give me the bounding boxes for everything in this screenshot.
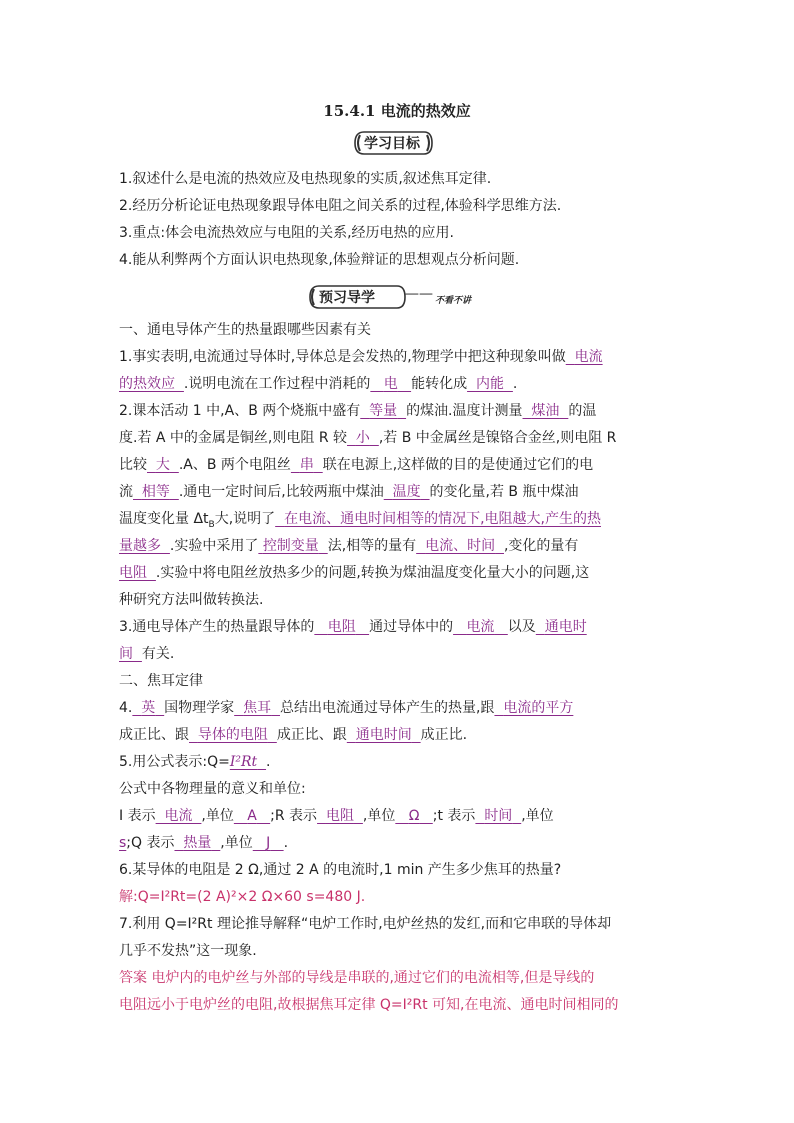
q6-question: 6.某导体的电阻是 2 Ω,通过 2 A 的电流时,1 min 产生多少焦耳的热量? — [119, 862, 562, 878]
goal-1: 1.叙述什么是电流的热效应及电热现象的实质,叙述焦耳定律. — [119, 171, 492, 187]
q2-line-4 — [119, 482, 679, 502]
q4-answer-4: 导体的电阻 — [197, 727, 268, 743]
q3-line-2 — [119, 644, 679, 664]
goal-2: 2.经历分析论证电热现象跟导体电阻之间关系的过程,体验科学思维方法. — [119, 198, 562, 214]
q4-text-d: 成正比、跟 — [119, 727, 189, 743]
q3-answer-3a: 通电时 — [544, 619, 587, 635]
q1-text-b: .说明电流在工作过程中消耗的 — [183, 376, 371, 392]
q3-text-a: 3.通电导体产生的热量跟导体的 — [119, 619, 315, 635]
q2-line-8: 种研究方法叫做转换法. — [119, 592, 264, 608]
q7-line-2: 几乎不发热”这一现象. — [119, 943, 257, 959]
q5-text-d5: ;t 表示 — [432, 808, 476, 824]
q2-text-3c: 联在电源上,这样做的目的是使通过它们的电 — [322, 457, 594, 473]
q2-text-4c: 的变化量,若 B 瓶中煤油 — [429, 484, 579, 500]
q2-text-7a: .实验中将电阻丝放热多少的问题,转换为煤油温度变化量大小的问题,这 — [155, 565, 590, 581]
q2-answer-2: 煤油 — [531, 403, 560, 419]
q5-text-d2: ,单位 — [201, 808, 234, 824]
q2-text-5a: 温度变化量 Δt — [119, 511, 209, 527]
q1-answer-1b: 的热效应 — [119, 376, 175, 392]
q3-text-c: 以及 — [507, 619, 536, 635]
badge-preview-label: 预习导学 — [319, 290, 375, 306]
q4-line-1 — [119, 698, 679, 718]
q1-line-1 — [119, 347, 679, 367]
q3-line-1 — [119, 617, 679, 637]
q5-line-2: 公式中各物理量的意义和单位: — [119, 781, 306, 797]
q2-subscript: B — [208, 519, 215, 530]
q4-answer-1: 英 — [141, 700, 156, 716]
q4-text-e: 成正比、跟 — [276, 727, 347, 743]
q6-solution: 解:Q=I²Rt=(2 A)²×2 Ω×60 s=480 J. — [119, 889, 366, 905]
q5-answer-8: J — [266, 835, 271, 851]
q1-text-c: 能转化成 — [411, 376, 468, 392]
q7-answer-line-2: 电阻远小于电炉丝的电阻,故根据焦耳定律 Q=I²Rt 可知,在电流、通电时间相同的 — [119, 997, 619, 1013]
q1-text-d: . — [512, 376, 518, 392]
q5-answer-7: 热量 — [183, 835, 212, 851]
q3-answer-3b: 间 — [119, 646, 133, 662]
q5-text-d1: I 表示 — [119, 808, 156, 824]
goal-4: 4.能从利弊两个方面认识电热现象,体验辩证的思想观点分析问题. — [119, 252, 520, 268]
q5-text-d3: ;R 表示 — [270, 808, 318, 824]
q5-line-3 — [119, 806, 679, 826]
q1-answer-3: 内能 — [475, 376, 504, 392]
q5-text-d9: . — [283, 835, 289, 851]
q2-text-5b: 大,说明了 — [214, 511, 276, 527]
badge-preview-sub: 不看不讲 — [435, 296, 472, 306]
q7-answer-line-1: 答案 电炉内的电炉丝与外部的导线是串联的,通过它们的电流相等,但是导线的 — [119, 970, 595, 986]
q2-text-4b: .通电一定时间后,比较两瓶中煤油 — [178, 484, 384, 500]
q3-answer-1: 电阻 — [327, 619, 356, 635]
q1-line-2 — [119, 374, 679, 394]
q2-line-1 — [119, 401, 679, 421]
q2-answer-9: 控制变量 — [262, 538, 319, 554]
q3-text-b: 通过导体中的 — [369, 619, 454, 635]
q2-text-3a: 比较 — [119, 457, 147, 473]
section-badge-preview — [305, 283, 485, 311]
q2-answer-6: 相等 — [141, 484, 170, 500]
q2-text-2b: ,若 B 中金属丝是镍铬合金丝,则电阻 R — [378, 430, 617, 446]
q2-text-4a: 流 — [119, 484, 133, 500]
q2-text-6c: ,变化的量有 — [503, 538, 579, 554]
q4-text-a: 4. — [119, 700, 133, 716]
q2-text-6b: 法,相等的量有 — [327, 538, 417, 554]
section-badge-goals — [352, 130, 434, 156]
q2-answer-7: 温度 — [392, 484, 421, 500]
q7-line-1: 7.利用 Q=I²Rt 理论推导解释“电炉工作时,电炉丝热的发红,而和它串联的导体却 — [119, 916, 612, 932]
q2-text-6a: .实验中采用了 — [169, 538, 259, 554]
section-heading-1: 一、通电导体产生的热量跟哪些因素有关 — [119, 322, 371, 338]
goal-3: 3.重点:体会电流热效应与电阻的关系,经历电热的应用. — [119, 225, 454, 241]
q5-answer-formula: I²Rt — [229, 754, 258, 770]
q2-answer-3: 小 — [355, 430, 370, 446]
q2-answer-4: 大 — [155, 457, 170, 473]
q5-text-a: 5.用公式表示:Q= — [119, 754, 230, 770]
q5-answer-5: 时间 — [484, 808, 513, 824]
q2-line-5 — [119, 509, 679, 535]
q5-answer-2: A — [247, 808, 257, 824]
q5-text-b: . — [266, 754, 271, 770]
q2-answer-1: 等量 — [369, 403, 398, 419]
q2-line-7 — [119, 563, 679, 583]
q5-text-d6: ,单位 — [521, 808, 554, 824]
q5-text-d4: ,单位 — [362, 808, 396, 824]
q4-text-f: 成正比. — [420, 727, 468, 743]
q4-text-c: 总结出电流通过导体产生的热量,跟 — [279, 700, 495, 716]
q3-answer-2: 电流 — [466, 619, 495, 635]
q5-answer-4: Ω — [408, 808, 420, 824]
q5-answer-1: 电流 — [164, 808, 193, 824]
q2-answer-8a: 在电流、通电时间相等的情况下,电阻越大,产生的热 — [284, 511, 601, 527]
q5-answer-6: s — [119, 835, 127, 851]
q2-line-3 — [119, 455, 679, 475]
q2-line-6 — [119, 536, 679, 556]
q1-text: 1.事实表明,电流通过导体时,导体总是会发热的,物理学中把这种现象叫做 — [119, 349, 566, 365]
q2-answer-11: 电阻 — [119, 565, 147, 581]
q2-line-2 — [119, 428, 679, 448]
q4-line-2 — [119, 725, 679, 745]
q2-text-1c: 的温 — [568, 403, 597, 419]
q2-answer-5: 串 — [299, 457, 314, 473]
q3-text-d: 有关. — [141, 646, 175, 662]
q5-text-d7: ;Q 表示 — [126, 835, 175, 851]
section-heading-2: 二、焦耳定律 — [119, 673, 203, 689]
q5-line-1 — [119, 752, 679, 772]
page-title: 15.4.1 电流的热效应 — [323, 102, 471, 120]
q2-text-1a: 2.课本活动 1 中,A、B 两个烧瓶中盛有 — [119, 403, 361, 419]
q5-text-d8: ,单位 — [220, 835, 253, 851]
q4-answer-2: 焦耳 — [243, 700, 272, 716]
q2-answer-10: 电流、时间 — [425, 538, 496, 554]
q5-line-4 — [119, 833, 679, 853]
q2-text-2a: 度.若 A 中的金属是铜丝,则电阻 R 较 — [119, 430, 348, 446]
q1-answer-1a: 电流 — [574, 349, 603, 365]
q1-answer-2: 电 — [383, 376, 398, 392]
q2-text-1b: 的煤油.温度计测量 — [406, 403, 523, 419]
q5-answer-3: 电阻 — [325, 808, 354, 824]
q2-text-3b: .A、B 两个电阻丝 — [178, 457, 291, 473]
q4-text-b: 国物理学家 — [164, 700, 235, 716]
q4-answer-3: 电流的平方 — [503, 700, 574, 716]
q4-answer-5: 通电时间 — [355, 727, 412, 743]
q2-answer-8b: 量越多 — [119, 538, 161, 554]
badge-dash: —— — [405, 286, 433, 302]
badge-goals-label: 学习目标 — [364, 136, 420, 152]
